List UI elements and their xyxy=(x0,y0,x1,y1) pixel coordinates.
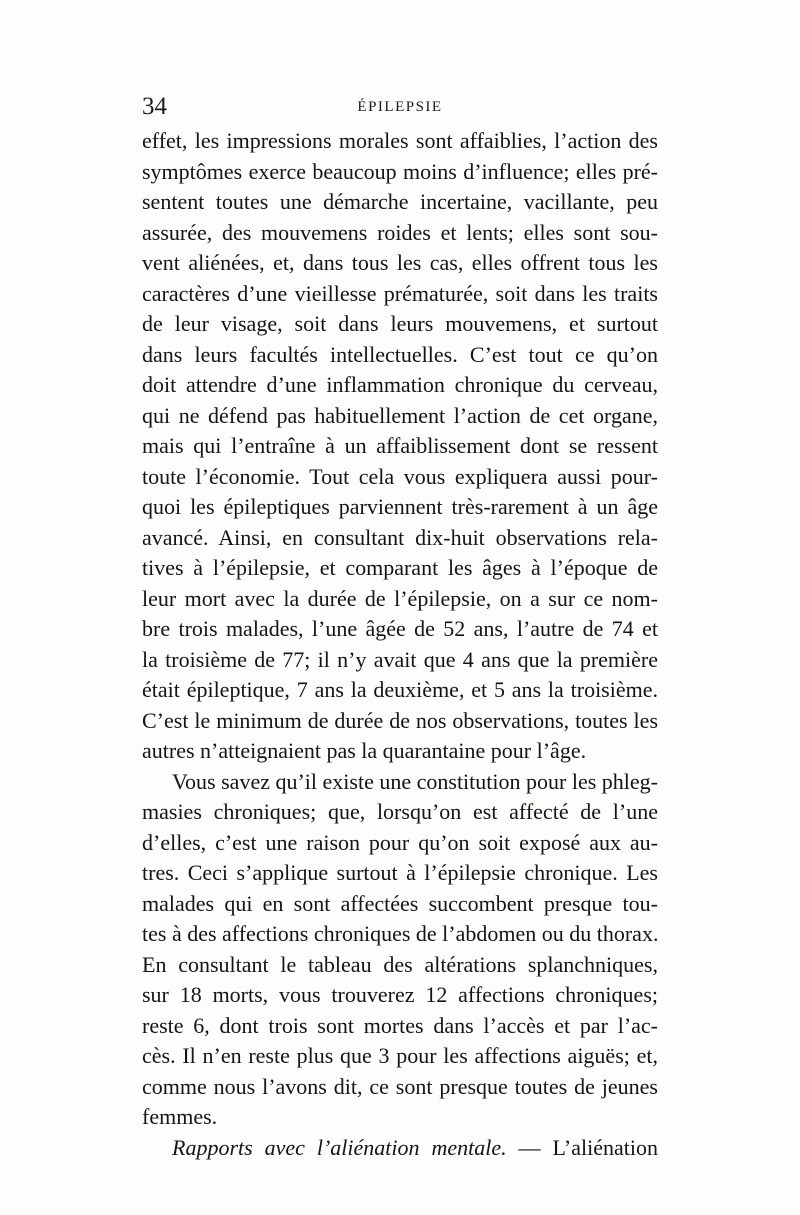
text-line: quoi les épileptiques parviennent très-rarement à un âge xyxy=(142,494,658,519)
text-line: masies chroniques; que, lorsqu’on est affecté de l’une xyxy=(142,799,658,824)
text-line: Vous savez qu’il existe une constitution pour les phleg- xyxy=(172,768,658,794)
text-line: doit attendre d’une inflammation chronique du cerveau, xyxy=(142,372,658,397)
text-line: vent aliénées, et, dans tous les cas, elles offrent tous les xyxy=(142,250,658,275)
text-line: mais qui l’entraîne à un affaiblissement dont se ressent xyxy=(142,433,658,458)
section-heading: Rapports avec l’aliénation mentale. xyxy=(172,1134,507,1160)
text-line: d’elles, c’est une raison pour qu’on soit exposé aux au- xyxy=(142,829,658,855)
page-header xyxy=(142,92,658,122)
text-line: assurée, des mouvemens roides et lents; elles sont sou- xyxy=(142,219,658,245)
text-line: En consultant le tableau des altérations splanchniques, xyxy=(142,951,658,977)
section-heading-line xyxy=(142,1133,658,1164)
text-line: symptômes exerce beaucoup moins d’influence; elles pré- xyxy=(142,158,658,184)
text-line: effet, les impressions morales sont affaiblies, l’action des xyxy=(142,128,658,153)
text-line: comme nous l’avons dit, ce sont presque toutes de jeunes xyxy=(142,1073,658,1099)
text-line: tes à des affections chroniques de l’abdomen ou du thorax. xyxy=(142,921,659,946)
text-line: C’est le minimum de durée de nos observations, toutes les xyxy=(142,707,658,733)
text-line: la troisième de 77; il n’y avait que 4 ans que la première xyxy=(142,646,658,672)
text-line: tres. Ceci s’applique surtout à l’épilepsie chronique. Les xyxy=(142,860,658,885)
text-line: reste 6, dont trois sont mortes dans l’accès et par l’ac- xyxy=(142,1012,658,1038)
text-line: toute l’économie. Tout cela vous expliquera aussi pour- xyxy=(142,463,658,489)
page-number: 34 xyxy=(142,93,167,120)
text-line: de leur visage, soit dans leurs mouvemens, et surtout xyxy=(142,311,658,336)
text-line: qui ne défend pas habituellement l’action de cet organe, xyxy=(142,402,658,428)
text-line: caractères d’une vieillesse prématurée, soit dans les traits xyxy=(142,280,658,306)
body-text xyxy=(142,126,658,1163)
text-line: tives à l’épilepsie, et comparant les âges à l’époque de xyxy=(142,555,658,580)
text-line: était épileptique, 7 ans la deuxième, et 5 ans la troisième. xyxy=(142,677,658,702)
text-line: autres n’atteignaient pas la quarantaine pour l’âge. xyxy=(142,738,587,763)
text-line: sur 18 morts, vous trouverez 12 affections chroniques; xyxy=(142,982,658,1007)
text-line: malades qui en sont affectées succombent presque tou- xyxy=(142,890,658,916)
text-line: femmes. xyxy=(142,1104,218,1129)
section-heading-continuation: — L’aliénation xyxy=(506,1134,658,1160)
text-line: dans leurs facultés intellectuelles. C’est tout ce qu’on xyxy=(142,341,658,367)
running-title: ÉPILEPSIE xyxy=(357,99,443,115)
text-line: avancé. Ainsi, en consultant dix-huit observations rela- xyxy=(142,524,658,550)
text-line: bre trois malades, l’une âgée de 52 ans, l’autre de 74 et xyxy=(142,616,658,641)
text-line: leur mort avec la durée de l’épilepsie, on a sur ce nom- xyxy=(142,585,658,611)
text-line: cès. Il n’en reste plus que 3 pour les affections aiguës; et, xyxy=(142,1043,658,1068)
text-line: sentent toutes une démarche incertaine, vacillante, peu xyxy=(142,189,658,214)
